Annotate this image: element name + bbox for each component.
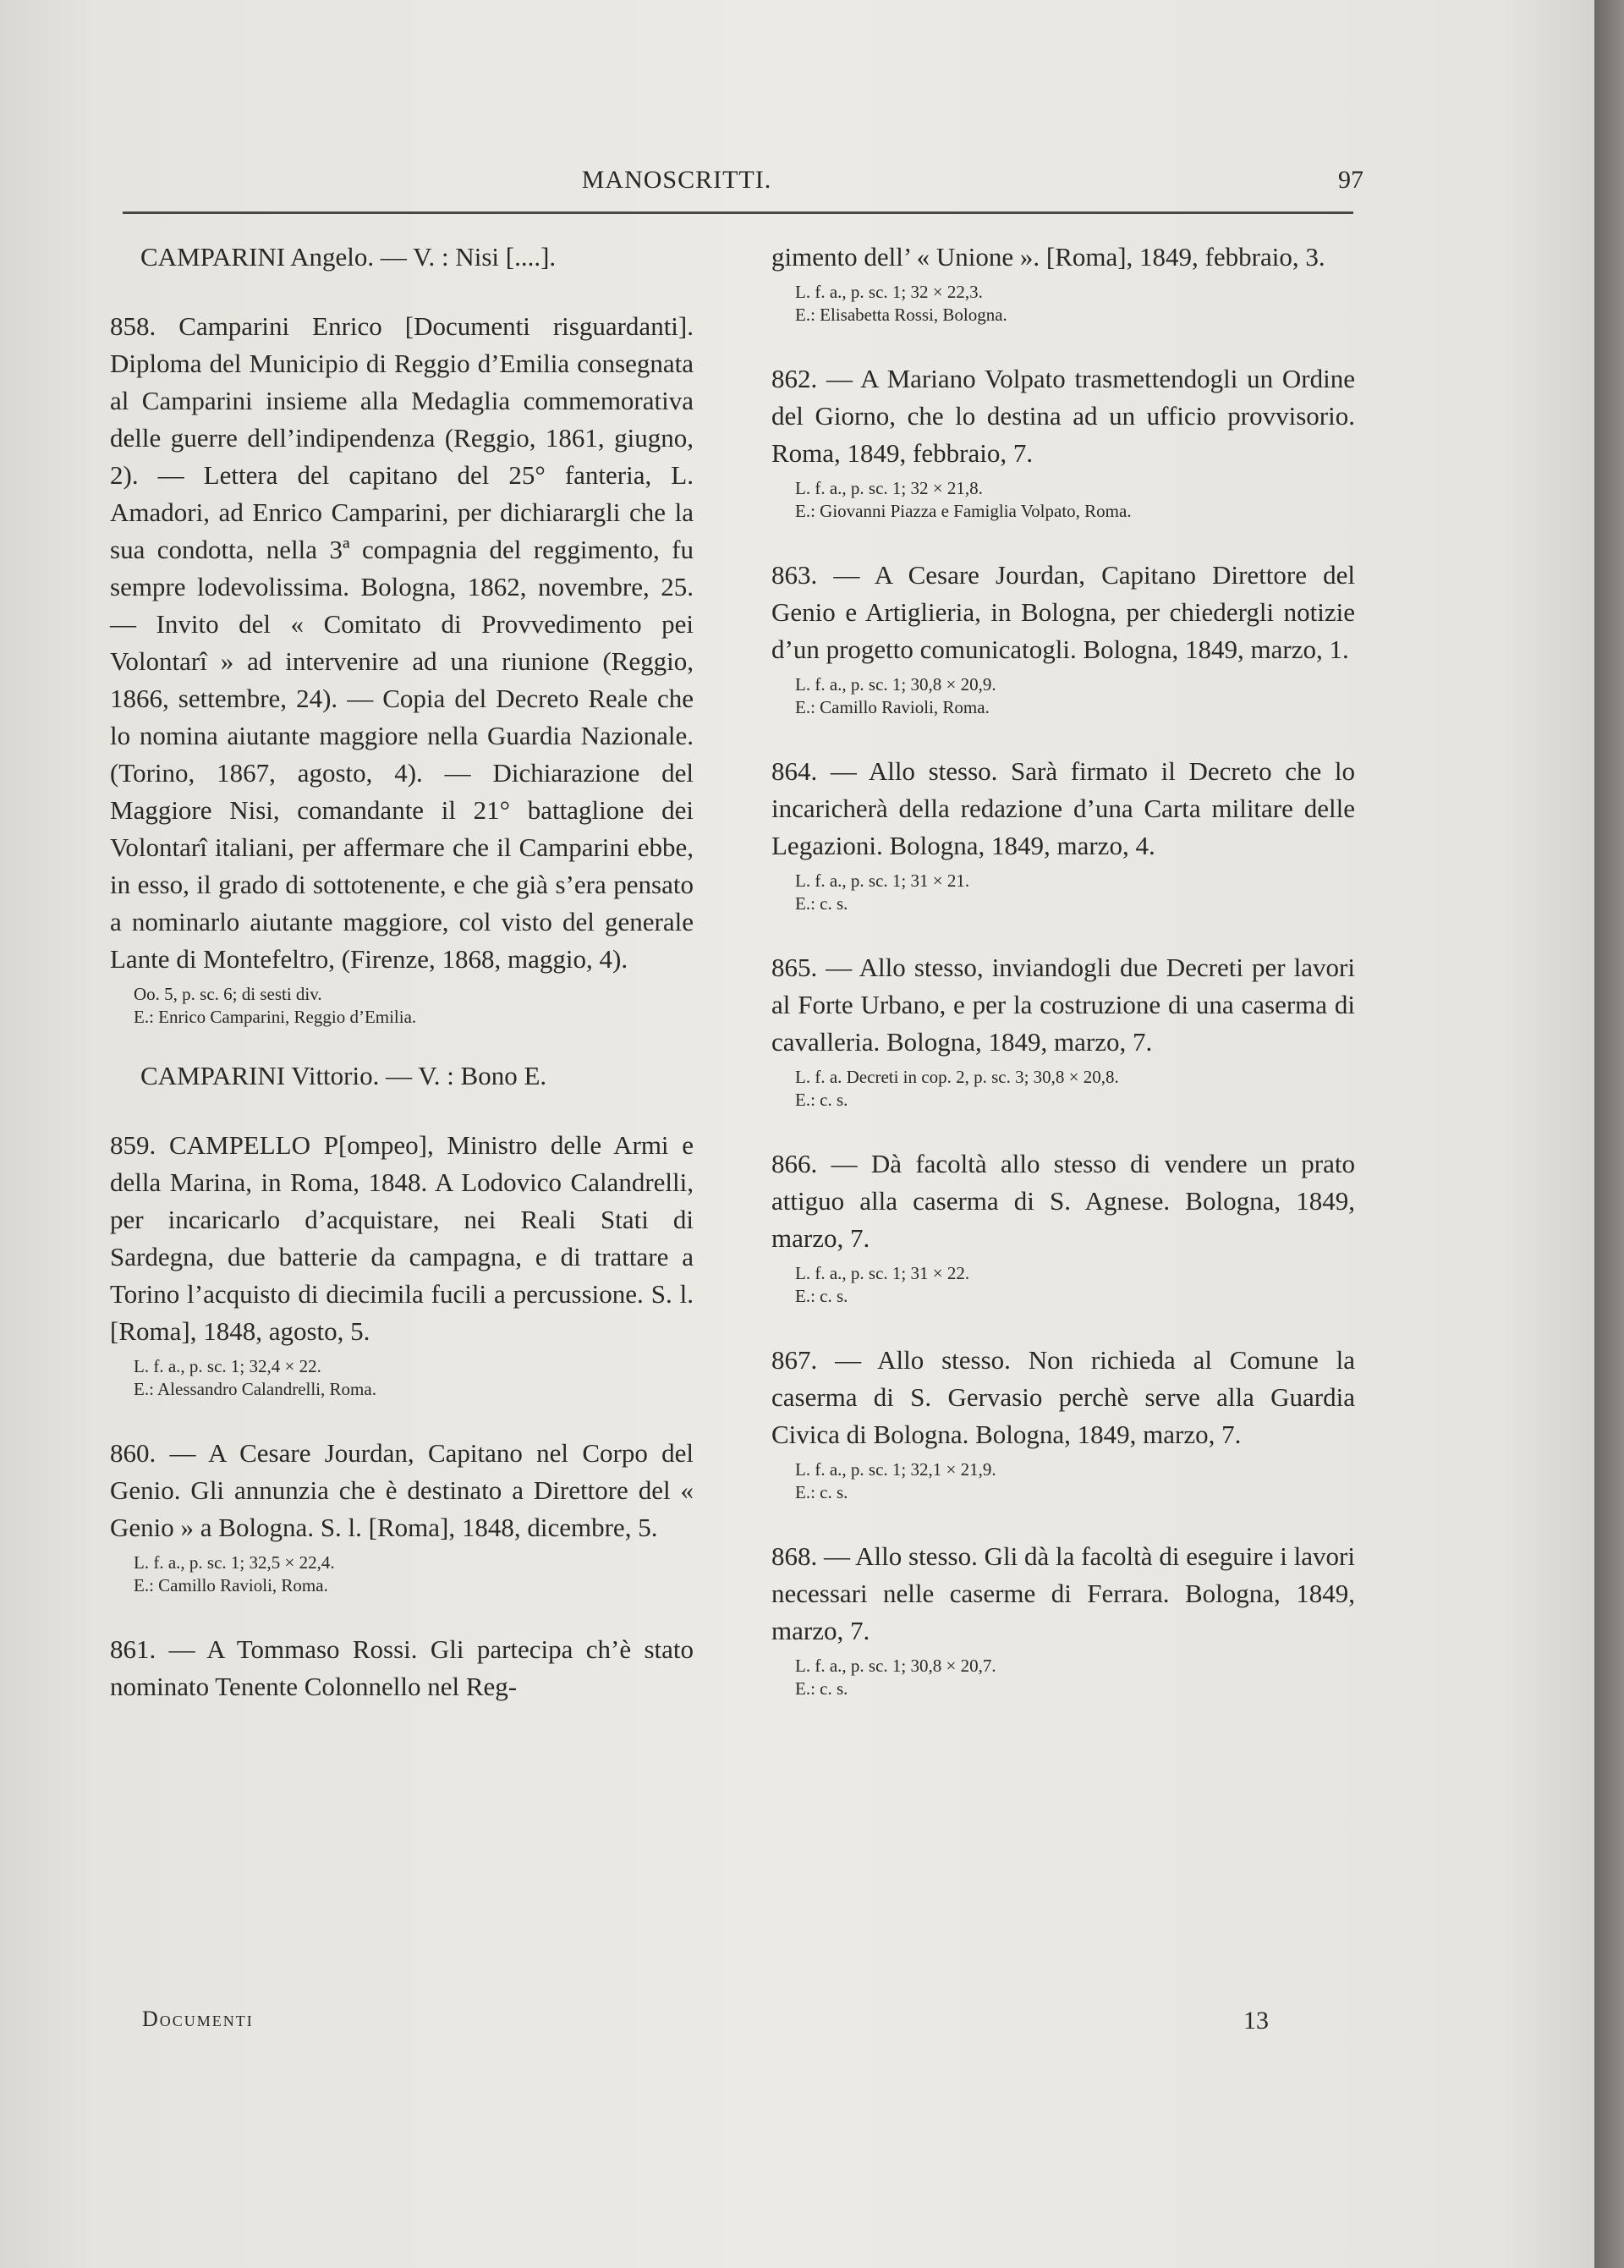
signature-mark: Documenti [142, 2007, 254, 2031]
running-header [0, 166, 1624, 200]
archival-note: E.: c. s. [795, 1090, 848, 1110]
catalog-entry: 863. — A Cesare Jourdan, Capitano Direttore del Genio e Artiglieria, in Bologna, per chiedergli notizie d’un progetto comunicatogli. Bologna, 1849, marzo, 1. [771, 560, 1355, 664]
catalog-entry: 859. CAMPELLO P[ompeo], Ministro delle Armi e della Marina, in Roma, 1848. A Lodovico Calandrelli, per incaricarlo d’acquistare, nei Reali Stati di Sardegna, due batterie da campagna, e di trattare a Torino l’acquisto di diecimila fucili a percussione. S. l. [Roma], 1848, agosto, 5. [110, 1130, 694, 1346]
archival-note: Oo. 5, p. sc. 6; di sesti div. [134, 984, 322, 1004]
page-number: 97 [1338, 166, 1363, 194]
archival-note: L. f. a., p. sc. 1; 32,1 × 21,9. [795, 1459, 996, 1480]
archival-note: E.: c. s. [795, 1286, 848, 1306]
page-footer [0, 2007, 1353, 2040]
archival-note: L. f. a., p. sc. 1; 32 × 21,8. [795, 478, 983, 498]
header-title: MANOSCRITTI. [581, 166, 772, 194]
catalog-entry: 868. — Allo stesso. Gli dà la facoltà di eseguire i lavori necessari nelle caserme di Ferrara. Bologna, 1849, marzo, 7. [771, 1541, 1355, 1645]
page-edge-shadow [1594, 0, 1624, 2268]
archival-note: L. f. a., p. sc. 1; 31 × 22. [795, 1263, 970, 1283]
catalog-entry: 860. — A Cesare Jourdan, Capitano nel Corpo del Genio. Gli annunzia che è destinato a Direttore del « Genio » a Bologna. S. l. [Roma], 1848, dicembre, 5. [110, 1438, 694, 1542]
catalog-entry: 858. Camparini Enrico [Documenti risguardanti]. Diploma del Municipio di Reggio d’Emilia consegnata al Camparini insieme alla Medaglia commemorativa delle guerre dell’indipendenza (Reggio, 1861, giugno, 2). — Lettera del capitano del 25° fanteria, L. Amadori, ad Enrico Camparini, per dichiarargli che la sua condotta, nella 3ª compagnia del reggimento, fu sempre lodevolissima. Bologna, 1862, novembre, 25. — Invito del « Comitato di Provvedimento pei Volontarî » ad intervenire ad una riunione (Reggio, 1866, settembre, 24). — Copia del Decreto Reale che lo nomina aiutante maggiore nella Guardia Nazionale. (Torino, 1867, agosto, 4). — Dichiarazione del Maggiore Nisi, comandante il 21° battaglione dei Volontarî italiani, per affermare che il Camparini ebbe, in esso, il grado di sottotenente, e che già s’era pensato a nominarlo aiutante maggiore, col visto del generale Lante di Montefeltro, (Firenze, 1868, maggio, 4). [110, 311, 694, 974]
archival-note: L. f. a. Decreti in cop. 2, p. sc. 3; 30,8 × 20,8. [795, 1067, 1119, 1087]
archival-note: L. f. a., p. sc. 1; 31 × 21. [795, 870, 970, 891]
archival-note: E.: Camillo Ravioli, Roma. [795, 697, 990, 717]
archival-note: L. f. a., p. sc. 1; 30,8 × 20,7. [795, 1656, 996, 1676]
right-column [771, 239, 1355, 1700]
catalog-entry: 862. — A Mariano Volpato trasmettendogli un Ordine del Giorno, che lo destina ad un ufficio provvisorio. Roma, 1849, febbraio, 7. [771, 364, 1355, 468]
archival-note: E.: Alessandro Calandrelli, Roma. [134, 1379, 376, 1399]
left-column [110, 239, 694, 1711]
sheet-number: 13 [1243, 2007, 1269, 2035]
archival-note: E.: c. s. [795, 1678, 848, 1699]
catalog-entry: 866. — Dà facoltà allo stesso di vendere un prato attiguo alla caserma di S. Agnese. Bologna, 1849, marzo, 7. [771, 1149, 1355, 1253]
catalog-entry: 865. — Allo stesso, inviandogli due Decreti per lavori al Forte Urbano, e per la costruzione di una caserma di cavalleria. Bologna, 1849, marzo, 7. [771, 953, 1355, 1057]
cross-reference-entry: CAMPARINI Angelo. — V. : Nisi [....]. [140, 242, 557, 272]
archival-note: L. f. a., p. sc. 1; 30,8 × 20,9. [795, 674, 996, 695]
cross-reference-entry: CAMPARINI Vittorio. — V. : Bono E. [140, 1061, 547, 1090]
catalog-entry: 867. — Allo stesso. Non richieda al Comune la caserma di S. Gervasio perchè serve alla Guardia Civica di Bologna. Bologna, 1849, marzo, 7. [771, 1345, 1355, 1449]
catalog-entry: 861. — A Tommaso Rossi. Gli partecipa ch’è stato nominato Tenente Colonnello nel Reg- [110, 1634, 694, 1701]
archival-note: L. f. a., p. sc. 1; 32,5 × 22,4. [134, 1552, 335, 1573]
archival-note: E.: c. s. [795, 1482, 848, 1502]
archival-note: E.: c. s. [795, 893, 848, 914]
catalog-entry: gimento dell’ « Unione ». [Roma], 1849, febbraio, 3. [771, 242, 1325, 272]
archival-note: L. f. a., p. sc. 1; 32,4 × 22. [134, 1356, 321, 1376]
archival-note: E.: Enrico Camparini, Reggio d’Emilia. [134, 1007, 417, 1027]
archival-note: E.: Elisabetta Rossi, Bologna. [795, 305, 1007, 325]
catalog-entry: 864. — Allo stesso. Sarà firmato il Decreto che lo incaricherà della redazione d’una Carta militare delle Legazioni. Bologna, 1849, marzo, 4. [771, 756, 1355, 860]
archival-note: L. f. a., p. sc. 1; 32 × 22,3. [795, 282, 983, 302]
archival-note: E.: Camillo Ravioli, Roma. [134, 1575, 328, 1595]
header-rule [123, 211, 1353, 214]
archival-note: E.: Giovanni Piazza e Famiglia Volpato, Roma. [795, 501, 1132, 521]
